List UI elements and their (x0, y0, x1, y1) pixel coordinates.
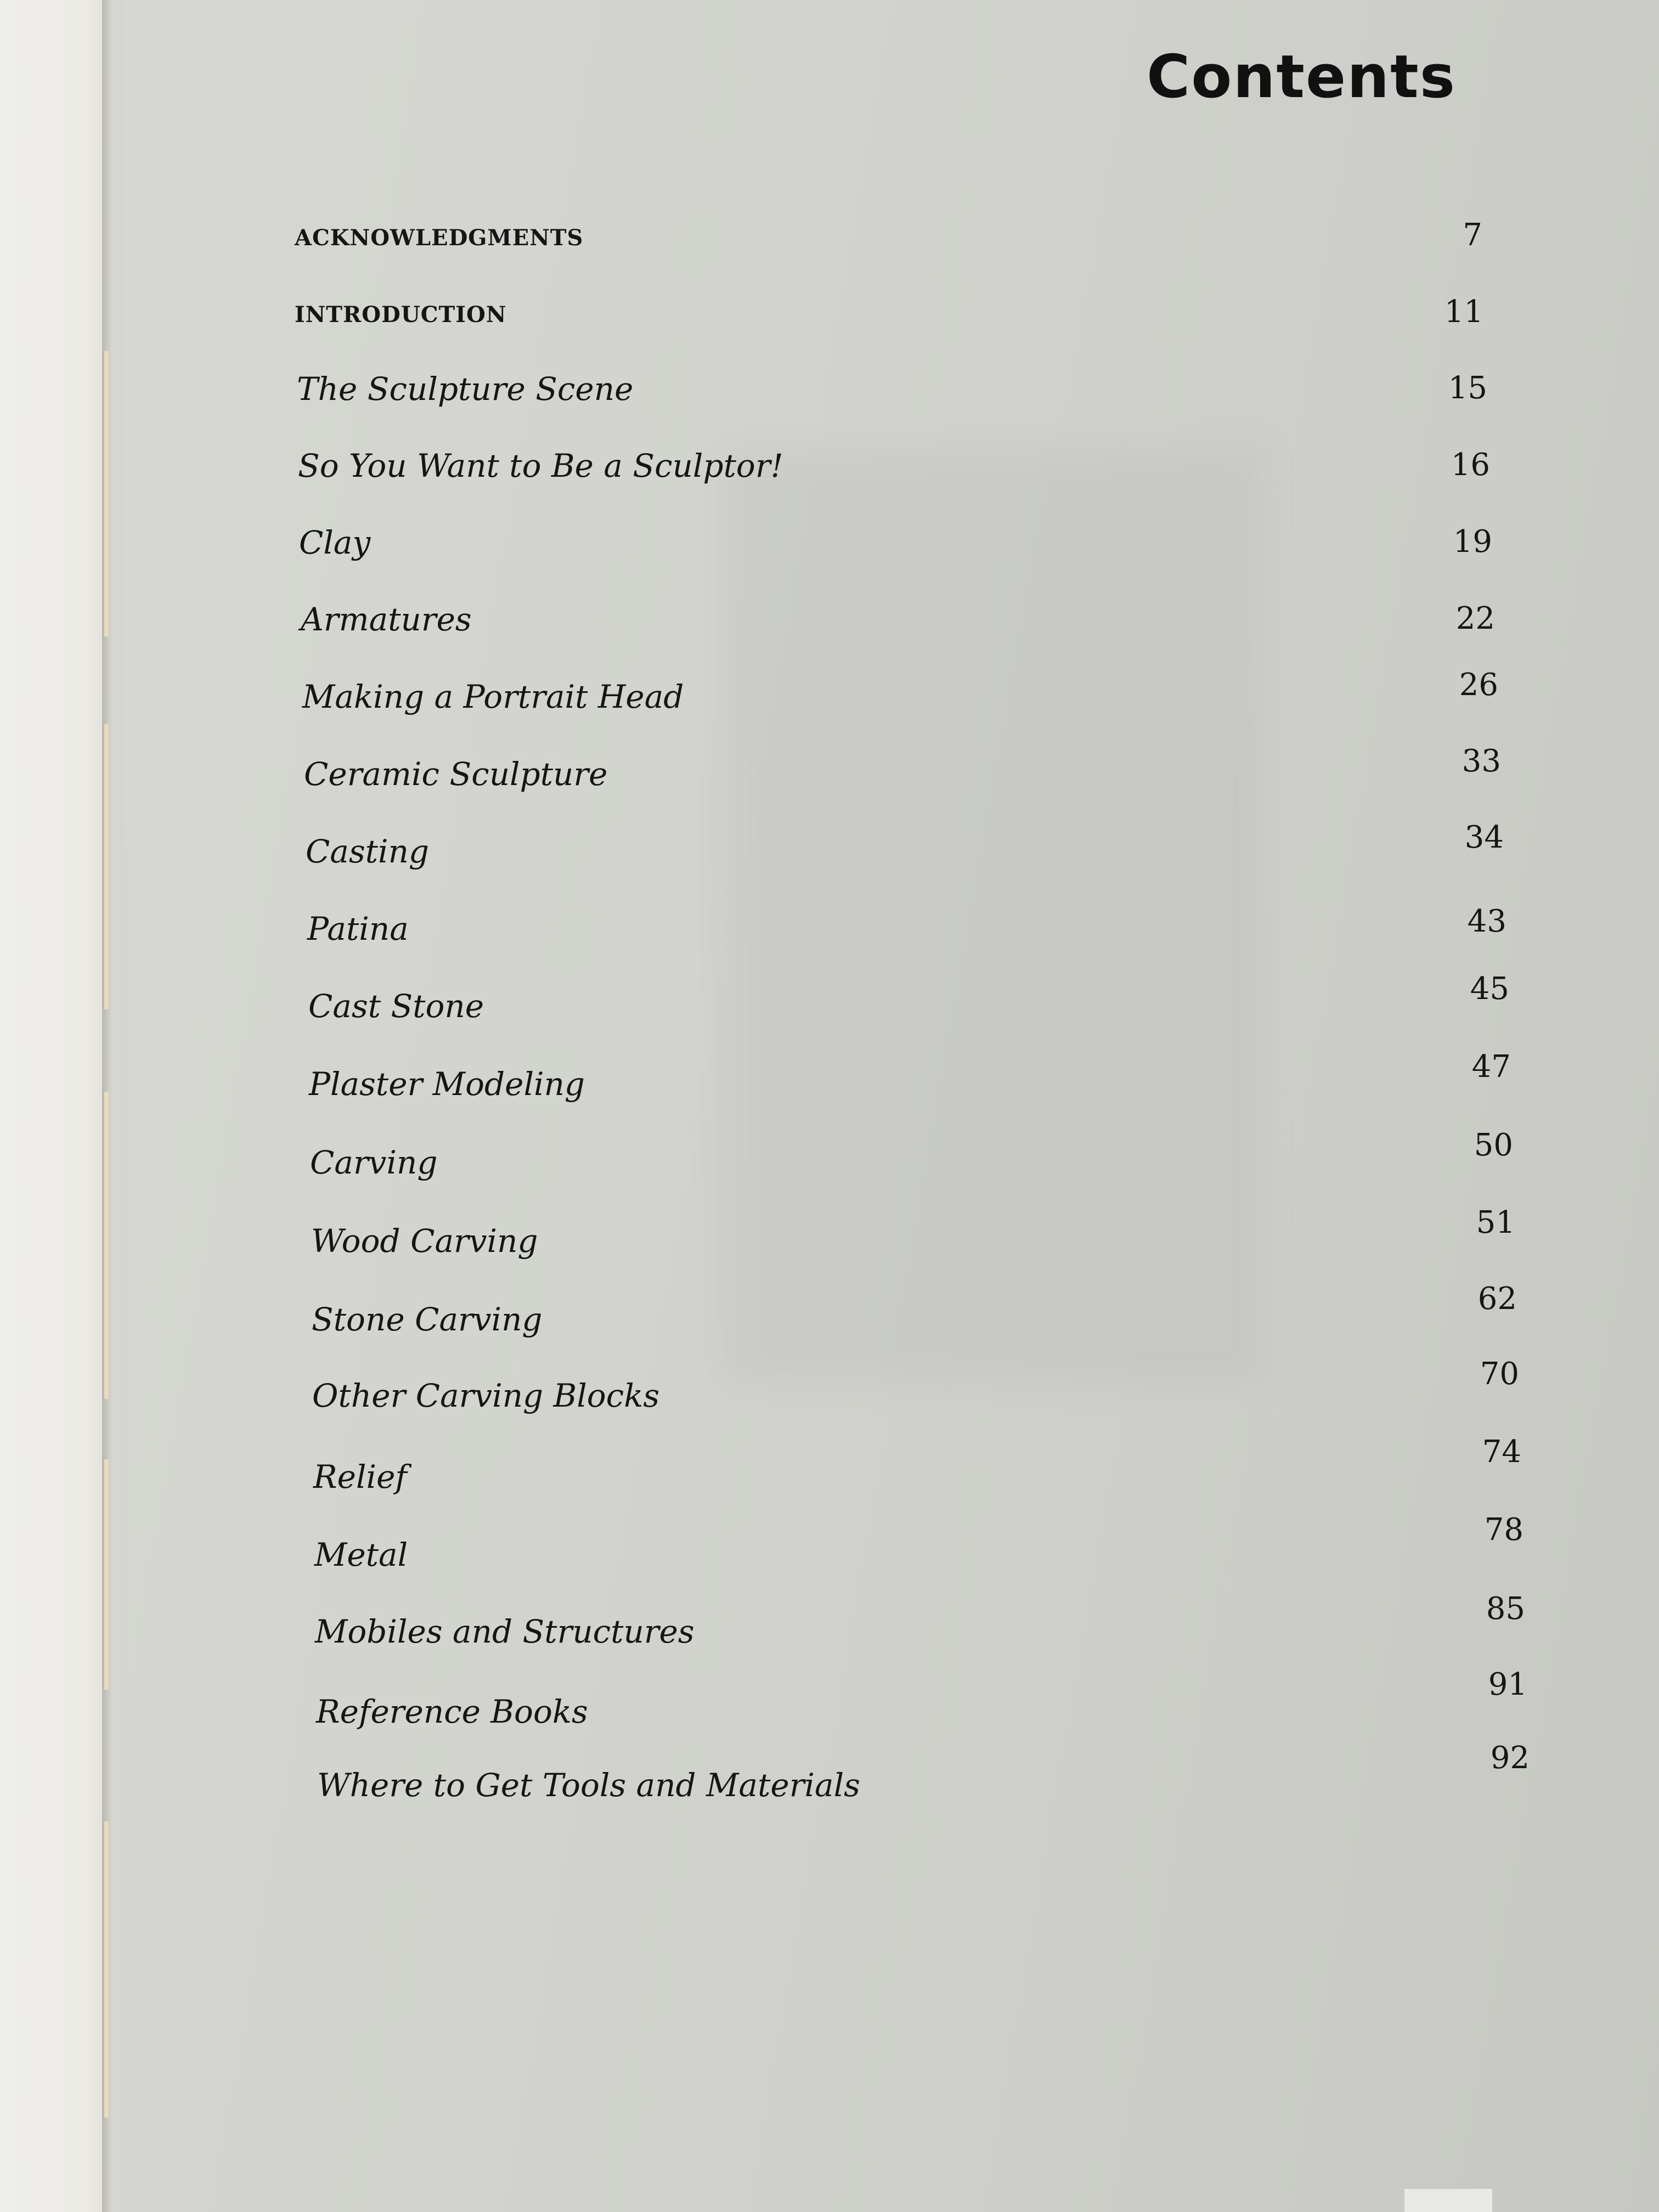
toc-entry-page: 43 (1467, 904, 1506, 939)
toc-entry-title: ACKNOWLEDGMENTS (295, 225, 584, 251)
toc-entry-title: Carving (310, 1144, 438, 1181)
toc-entry-title: The Sculpture Scene (297, 370, 634, 408)
toc-entry-page: 78 (1484, 1512, 1523, 1548)
toc-entry-title: Wood Carving (311, 1222, 538, 1260)
toc-entry-title: Ceramic Sculpture (304, 755, 608, 793)
binding-stitch (103, 1821, 109, 2118)
binding-stitch (103, 1459, 109, 1690)
binding-stitch (103, 724, 109, 1009)
toc-entry-title: Armatures (301, 601, 472, 638)
toc-entry-page: 19 (1453, 524, 1492, 560)
toc-entry-page: 50 (1474, 1127, 1513, 1163)
toc-entry-page: 74 (1482, 1434, 1521, 1470)
show-through-shadow (724, 450, 1262, 1383)
binding-stitch (103, 351, 109, 636)
toc-entry-title: Stone Carving (312, 1301, 543, 1338)
toc-entry-page: 45 (1470, 971, 1509, 1007)
toc-entry-page: 33 (1462, 743, 1501, 779)
binding-stitch (103, 1092, 109, 1399)
toc-entry-title: Clay (299, 524, 371, 561)
toc-entry-title: So You Want to Be a Sculptor! (298, 447, 783, 484)
background-strip (1404, 2189, 1492, 2212)
toc-entry-title: Mobiles and Structures (315, 1613, 695, 1650)
page-title: Contents (1146, 43, 1456, 111)
toc-entry-title: Where to Get Tools and Materials (317, 1767, 860, 1804)
toc-entry-page: 15 (1448, 370, 1487, 406)
toc-entry-title: Plaster Modeling (309, 1065, 585, 1103)
toc-entry-title: Making a Portrait Head (302, 678, 684, 715)
toc-entry-page: 22 (1455, 601, 1495, 636)
toc-entry-title: INTRODUCTION (295, 302, 507, 328)
toc-entry-page: 47 (1471, 1049, 1511, 1085)
toc-entry-page: 70 (1480, 1356, 1519, 1392)
toc-entry-page: 16 (1451, 447, 1490, 483)
toc-entry-title: Patina (307, 910, 409, 947)
toc-entry-title: Reference Books (316, 1693, 588, 1730)
facing-page-edge (0, 0, 107, 2212)
toc-entry-title: Other Carving Blocks (312, 1377, 660, 1414)
toc-entry-title: Casting (306, 833, 430, 870)
toc-entry-page: 26 (1459, 667, 1498, 703)
toc-entry-page: 7 (1463, 217, 1482, 253)
toc-entry-title: Metal (314, 1536, 408, 1573)
toc-entry-page: 34 (1464, 820, 1504, 855)
toc-entry-page: 85 (1486, 1591, 1525, 1627)
toc-entry-title: Cast Stone (308, 988, 484, 1025)
toc-entry-page: 51 (1476, 1205, 1515, 1240)
toc-entry-page: 62 (1477, 1281, 1517, 1317)
toc-entry-page: 91 (1488, 1667, 1527, 1702)
toc-entry-title: Relief (313, 1458, 407, 1496)
toc-entry-page: 92 (1490, 1740, 1530, 1776)
toc-entry-page: 11 (1444, 294, 1483, 330)
